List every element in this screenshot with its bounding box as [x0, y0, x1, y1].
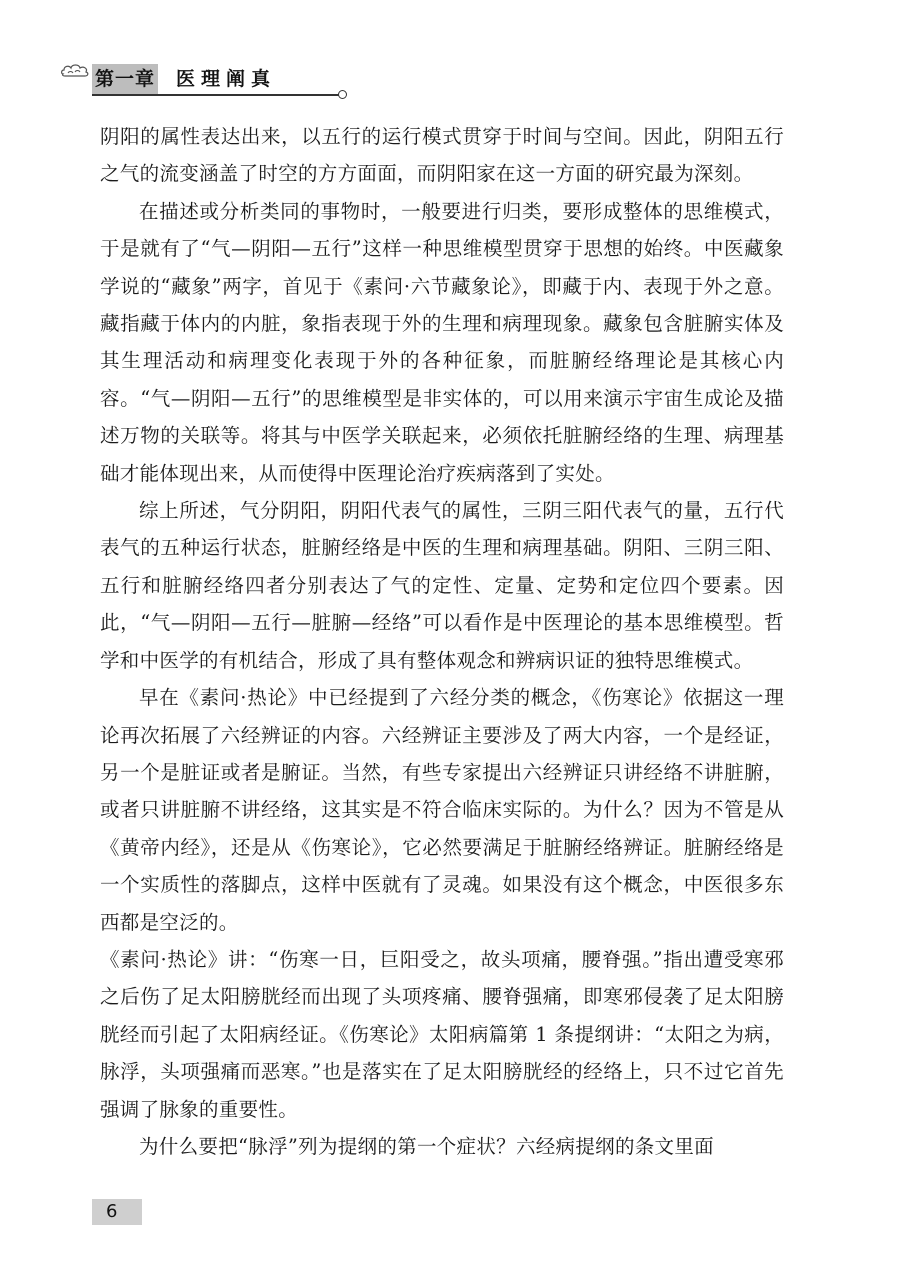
cloud-ornament-icon	[60, 60, 90, 80]
body-text	[100, 118, 784, 1165]
chapter-number: 第一章	[92, 64, 158, 94]
header-rule-end-dot	[338, 90, 347, 99]
paragraph: 阴阳的属性表达出来，以五行的运行模式贯穿于时间与空间。因此，阴阳五行之气的流变涵盖了时空的方方面面，而阴阳家在这一方面的研究最为深刻。	[100, 125, 784, 186]
paragraph: 在描述或分析类同的事物时，一般要进行归类，要形成整体的思维模式，于是就有了“气—阴阳—五行”这样一种思维模型贯穿于思想的始终。中医藏象学说的“藏象”两字，首见于《素问·六节藏象论》，即藏于内、表现于外之意。藏指藏于体内的内脏，象指表现于外的生理和病理现象。藏象包含脏腑实体及其生理活动和病理变化表现于外的各种征象，而脏腑经络理论是其核心内容。“气—阴阳—五行”的思维模型是非实体的，可以用来演示宇宙生成论及描述万物的关联等。将其与中医学关联起来，必须依托脏腑经络的生理、病理基础才能体现出来，从而使得中医理论治疗疾病落到了实处。	[100, 199, 784, 485]
paragraph: 《素问·热论》讲：“伤寒一日，巨阳受之，故头项痛，腰脊强。”指出遭受寒邪之后伤了足太阳膀胱经而出现了头项疼痛、腰脊强痛，即寒邪侵袭了足太阳膀胱经而引起了太阳病经证。《伤寒论》太阳病篇第 1 条提纲讲：“太阳之为病，脉浮，头项强痛而恶寒。”也是落实在了足太阳膀胱经的经络上，只不过它首先强调了脉象的重要性。	[100, 947, 784, 1121]
paragraph: 综上所述，气分阴阳，阴阳代表气的属性，三阴三阳代表气的量，五行代表气的五种运行状态，脏腑经络是中医的生理和病理基础。阴阳、三阴三阳、五行和脏腑经络四者分别表达了气的定性、定量、定势和定位四个要素。因此，“气—阴阳—五行—脏腑—经络”可以看作是中医理论的基本思维模型。哲学和中医学的有机结合，形成了具有整体观念和辨病识证的独特思维模式。	[100, 499, 784, 672]
paragraph: 早在《素问·热论》中已经提到了六经分类的概念，《伤寒论》依据这一理论再次拓展了六经辨证的内容。六经辨证主要涉及了两大内容，一个是经证，另一个是脏证或者是腑证。当然，有些专家提出六经辨证只讲经络不讲脏腑，或者只讲脏腑不讲经络，这其实是不符合临床实际的。为什么？因为不管是从《黄帝内经》，还是从《伤寒论》，它必然要满足于脏腑经络辨证。脏腑经络是一个实质性的落脚点，这样中医就有了灵魂。如果没有这个概念，中医很多东西都是空泛的。	[100, 686, 784, 934]
page-number: 6	[92, 1199, 142, 1225]
header-rule	[92, 94, 340, 96]
chapter-title: 医理阐真	[176, 68, 277, 90]
paragraph: 为什么要把“脉浮”列为提纲的第一个症状？六经病提纲的条文里面	[139, 1134, 714, 1158]
page-header	[0, 0, 900, 110]
